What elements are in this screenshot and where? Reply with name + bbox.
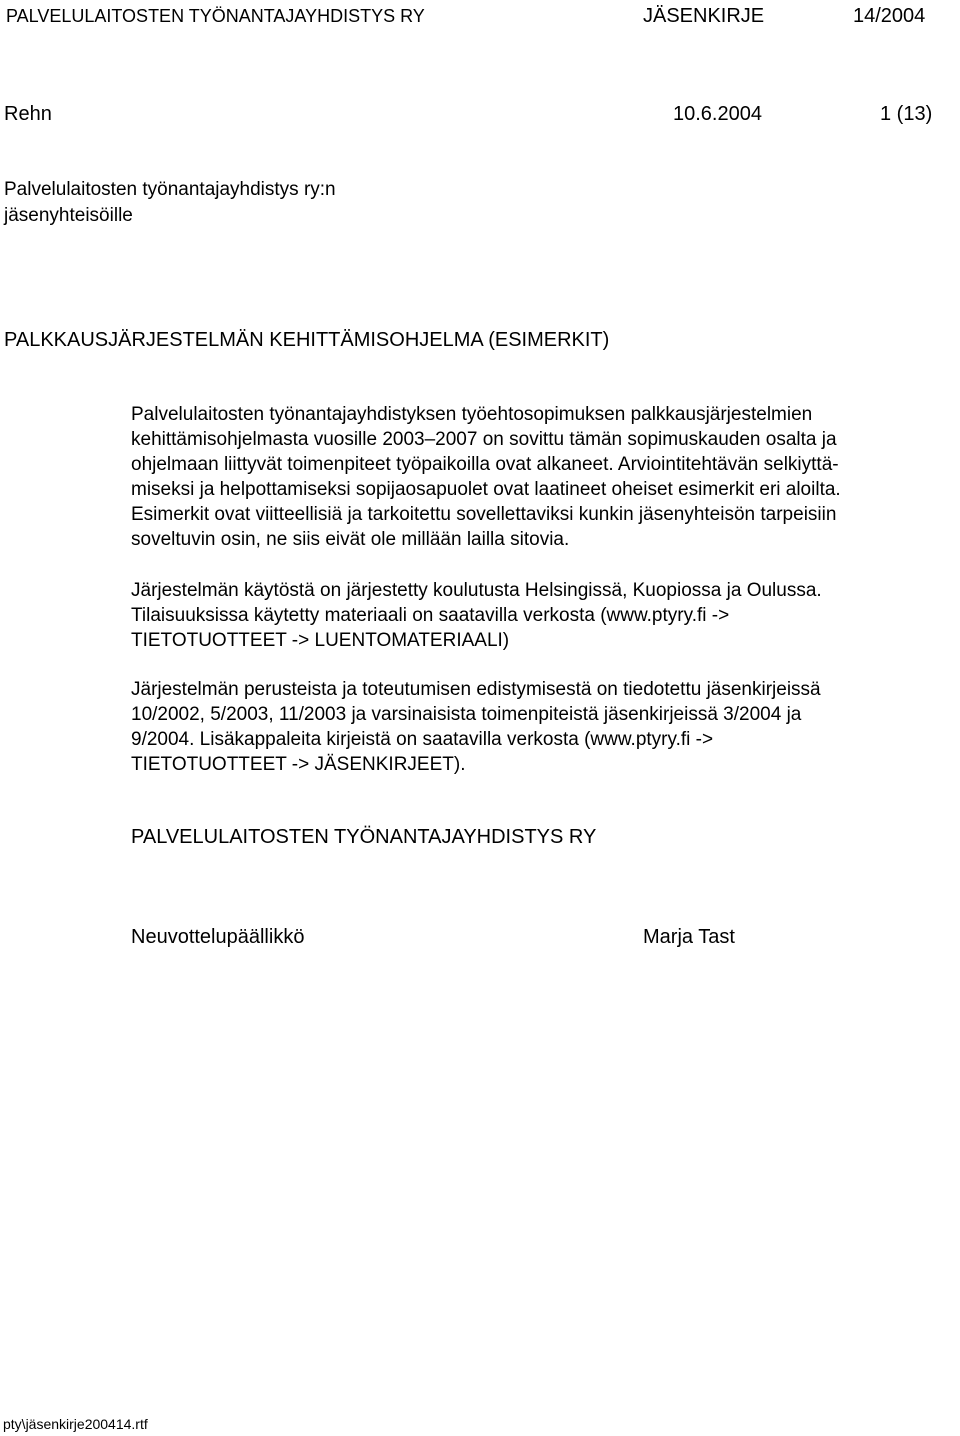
paragraph-line: Palvelulaitosten työnantajayhdistyksen työehtosopimuksen palkkausjärjestelmien (131, 404, 813, 425)
paragraph-3 (131, 677, 941, 777)
signer-title: Neuvottelupäällikkö (131, 926, 305, 948)
header-organization: PALVELULAITOSTEN TYÖNANTAJAYHDISTYS RY (6, 6, 425, 26)
header-doc-number: 14/2004 (853, 5, 926, 27)
paragraph-line: Esimerkit ovat viitteellisiä ja tarkoitettu sovellettaviksi kunkin jäsenyhteisön tarpeisiin (131, 504, 837, 525)
paragraph-line: kehittämisohjelmasta vuosille 2003–2007 on sovittu tämän sopimuskauden osalta ja (131, 429, 837, 450)
paragraph-line: TIETOTUOTTEET -> LUENTOMATERIAALI) (131, 630, 510, 651)
paragraph-line: soveltuvin osin, ne siis eivät ole millään lailla sitovia. (131, 529, 570, 550)
document-title: PALKKAUSJÄRJESTELMÄN KEHITTÄMISOHJELMA (ESIMERKIT) (4, 329, 610, 351)
signer-name: Marja Tast (643, 926, 735, 948)
paragraph-line: 9/2004. Lisäkappaleita kirjeistä on saatavilla verkosta (www.ptyry.fi -> (131, 729, 714, 750)
paragraph-line: Tilaisuuksissa käytetty materiaali on saatavilla verkosta (www.ptyry.fi -> (131, 605, 730, 626)
paragraph-line: Järjestelmän käytöstä on järjestetty koulutusta Helsingissä, Kuopiossa ja Oulussa. (131, 580, 822, 601)
paragraph-2 (131, 578, 941, 653)
letter-date: 10.6.2004 (673, 103, 762, 125)
paragraph-line: Järjestelmän perusteista ja toteutumisen edistymisestä on tiedotettu jäsenkirjeissä (131, 679, 821, 700)
paragraph-line: miseksi ja helpottamiseksi sopijaosapuolet ovat laatineet oheiset esimerkit eri aloilta. (131, 479, 841, 500)
sender-name: Rehn (4, 103, 52, 125)
paragraph-line: TIETOTUOTTEET -> JÄSENKIRJEET). (131, 754, 466, 775)
paragraph-1 (131, 402, 941, 552)
closing-organization: PALVELULAITOSTEN TYÖNANTAJAYHDISTYS RY (131, 826, 597, 848)
paragraph-line: 10/2002, 5/2003, 11/2003 ja varsinaisista toimenpiteistä jäsenkirjeissä 3/2004 ja (131, 704, 802, 725)
paragraph-line: ohjelmaan liittyvät toimenpiteet työpaikoilla ovat alkaneet. Arviointitehtävän selkiyttä- (131, 454, 839, 475)
header-doc-type: JÄSENKIRJE (643, 5, 765, 27)
recipient-line-1: Palvelulaitosten työnantajayhdistys ry:n (4, 179, 336, 200)
recipient-line-2: jäsenyhteisöille (4, 205, 133, 226)
page-count: 1 (13) (880, 103, 933, 125)
footer-file-path: pty\jäsenkirje200414.rtf (3, 1416, 148, 1432)
